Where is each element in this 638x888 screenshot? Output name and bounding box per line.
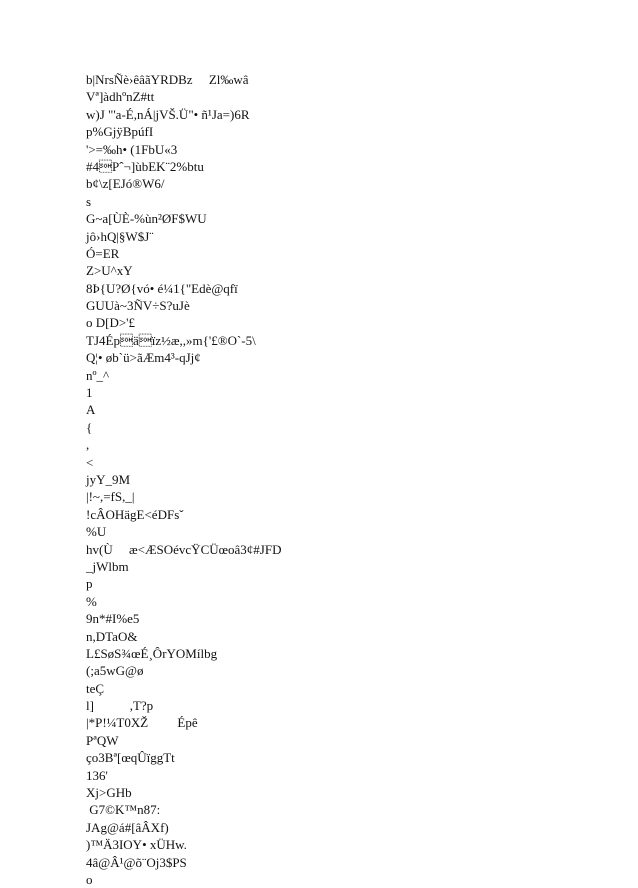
text-line: l] ,T?p: [86, 698, 154, 714]
text-line: TJ4Épäïz½æ,,»m{'£®O`-5\: [86, 332, 256, 348]
text-line: )™Ä3IOY• xÜHw.: [86, 837, 187, 853]
text-line: p%GjÿBpúfI: [86, 124, 154, 140]
text-line: Q¦• øb`ü>ãÆm4³-qJj¢: [86, 350, 201, 366]
text-line: Vª]àdhºnZ#tt: [86, 89, 155, 105]
text-block: [86, 71, 606, 888]
text-line: '>=‰h• (1FbU«3: [86, 141, 178, 157]
text-line: 8Þ{U?Ø{vó• é¼1{"Edè@qfï: [86, 280, 238, 296]
text-line: |!~,=fS,_|: [86, 489, 135, 505]
text-line: s: [86, 193, 92, 209]
text-line: w)J "'a-É,nÁ|jVŠ.Ü"• ñ¹Ja=)6R: [86, 106, 250, 122]
text-line: Z>U^xY: [86, 263, 133, 279]
text-line: PªQW: [86, 732, 119, 748]
text-line: (;a5wG@ø: [86, 663, 144, 679]
text-line: nº_^: [86, 367, 110, 383]
text-line: G7©K™n87:: [86, 802, 161, 818]
text-line: jô›hQ|§W$J¨: [86, 228, 154, 244]
text-line: Xj>GHb: [86, 785, 132, 801]
text-line: ço3Bª[œqÛïggTt: [86, 750, 175, 766]
text-line: 136': [86, 767, 108, 783]
text-line: _jWlbm: [86, 558, 129, 574]
text-line: b|NrsÑè›êâãYRDBz Zl‰wâ: [86, 72, 249, 87]
text-line: 1: [86, 385, 93, 401]
text-line: ,: [86, 437, 90, 453]
text-line: teÇ: [86, 680, 105, 696]
text-line: L£SøS¾œÉ¸ÔrYOMílbg: [86, 645, 218, 661]
text-line: hv(Ù æ<ÆSOévcŸCÜœoâ3¢#JFD: [86, 541, 282, 557]
text-line: Ó=ER: [86, 245, 120, 261]
text-line: !cÂOHägE<éDFsˇ: [86, 506, 184, 522]
text-line: A: [86, 402, 96, 418]
text-line: 4â@Â¹@õ¨Oj3$PS: [86, 854, 187, 870]
text-line: <: [86, 454, 94, 470]
text-line: jyY_9M: [86, 471, 131, 487]
text-line: o: [86, 871, 93, 887]
text-line: |*P!¼T0XŽ Épê: [86, 715, 198, 731]
text-line: GUUà~3ÑV÷S?uJè: [86, 298, 190, 314]
text-line: #4Pˆ¬]ùbEK¨2%btu: [86, 158, 204, 174]
text-line: p: [86, 576, 93, 592]
text-line: %U: [86, 524, 107, 540]
text-line: JAg@á#[âÂXf): [86, 819, 169, 835]
text-line: 9n*#I%e5: [86, 611, 140, 627]
text-line: o D[D>'£: [86, 315, 136, 331]
text-line: n,DTaO&: [86, 628, 138, 644]
text-line: %: [86, 593, 97, 609]
text-line: {: [86, 419, 93, 435]
text-line: b¢\z[EJó®W6/: [86, 176, 165, 192]
text-line: G~a[ÙÈ-%ùn²ØF$WU: [86, 211, 207, 227]
